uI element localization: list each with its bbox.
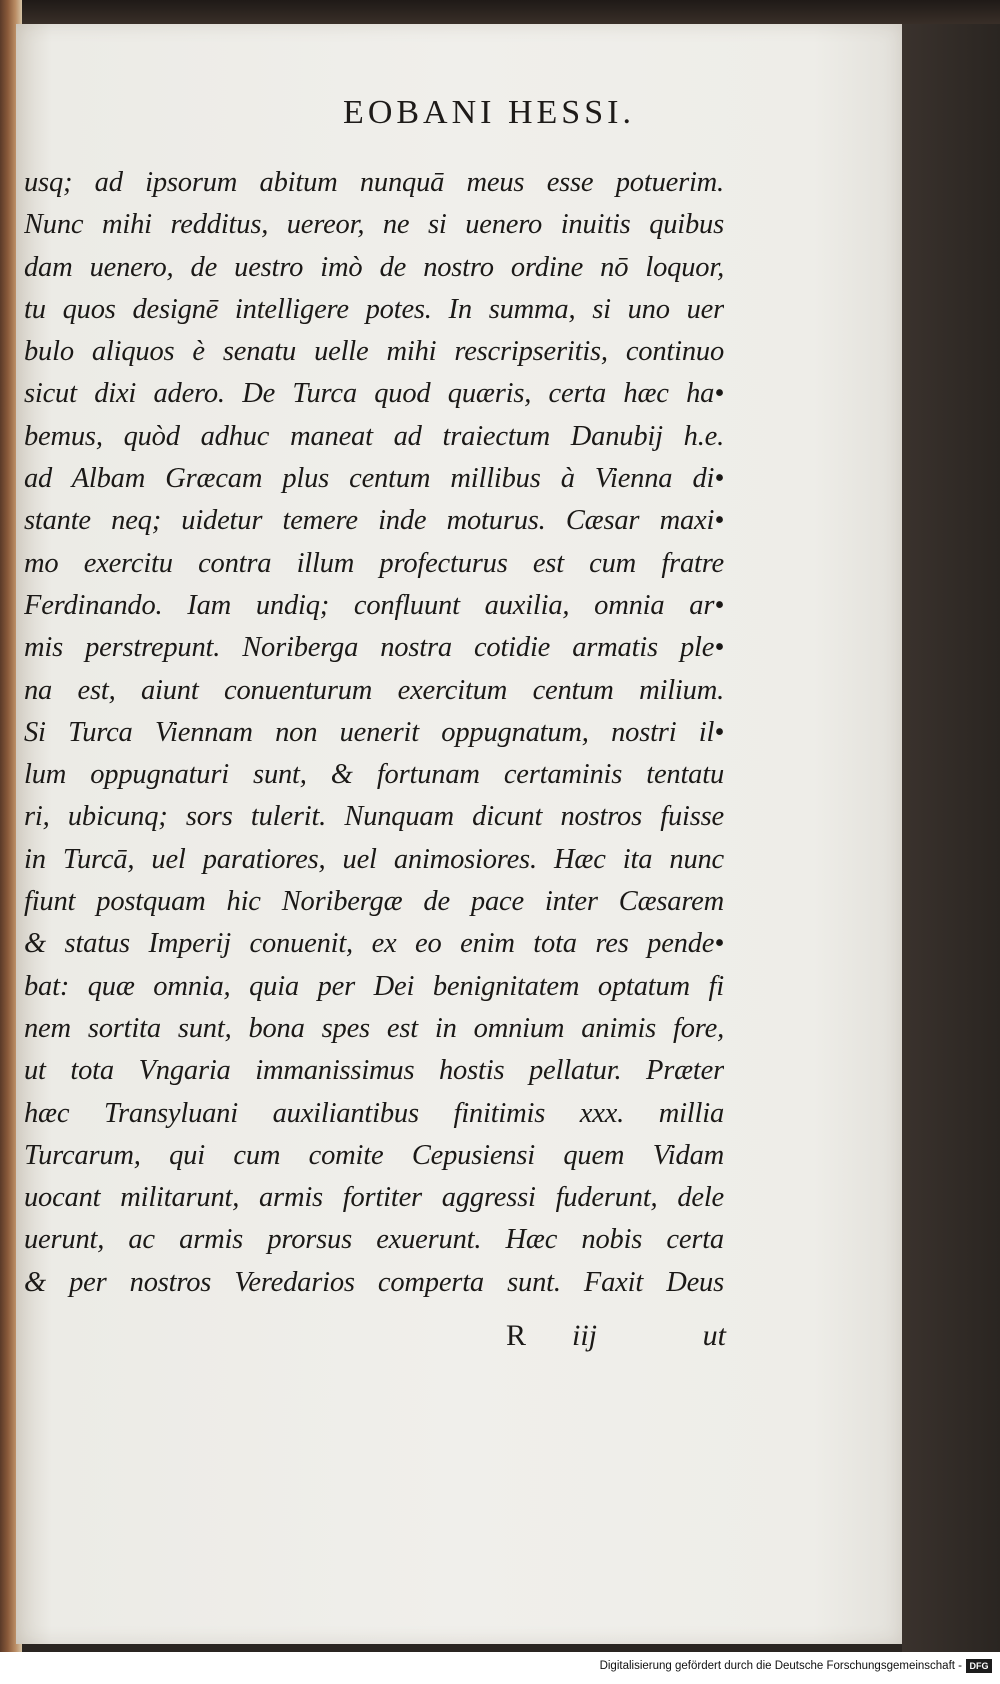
text-line: bemus, quòd adhuc maneat ad traiectum Danubij h.e. bbox=[24, 420, 724, 452]
page-shadow bbox=[902, 24, 1000, 1652]
dfg-logo: DFG bbox=[966, 1659, 992, 1673]
text-line: uocant militarunt, armis fortiter aggressi fuderunt, dele bbox=[24, 1182, 724, 1214]
text-line: mo exercitu contra illum profecturus est cum fratre bbox=[24, 547, 724, 579]
catchword: ut bbox=[702, 1319, 726, 1352]
text-line: stante neq; uidetur temere inde moturus. Cæsar maxi• bbox=[24, 505, 724, 537]
signature-mark: R bbox=[506, 1319, 527, 1352]
text-line: usq; ad ipsorum abitum nunquā meus esse potuerim. bbox=[24, 167, 724, 198]
text-line: fiunt postquam hic Noribergæ de pace inter Cæsarem bbox=[24, 886, 724, 918]
text-line: na est, aiunt conuenturum exercitum centum milium. bbox=[24, 674, 724, 706]
text-line: Nunc mihi redditus, uereor, ne si uenero inuitis quibus bbox=[24, 209, 724, 241]
text-line: Si Turca Viennam non uenerit oppugnatum, nostri il• bbox=[24, 716, 724, 748]
text-line: & per nostros Veredarios comperta sunt. Faxit Deus bbox=[24, 1266, 724, 1298]
text-line: sicut dixi adero. De Turca quod quæris, certa hæc ha• bbox=[24, 378, 724, 410]
text-line: in Turcā, uel paratiores, uel animosiores. Hæc ita nunc bbox=[24, 843, 724, 875]
text-line: Turcarum, qui cum comite Cepusiensi quem Vidam bbox=[24, 1139, 724, 1171]
text-line: ad Albam Græcam plus centum millibus à Vienna di• bbox=[24, 463, 724, 495]
signature-number: iij bbox=[572, 1319, 598, 1352]
text-line: & status Imperij conuenit, ex eo enim tota res pende• bbox=[24, 928, 724, 960]
signature-line bbox=[506, 1316, 726, 1356]
footer-bar bbox=[0, 1652, 1000, 1684]
text-line: mis perstrepunt. Noriberga nostra cotidie armatis ple• bbox=[24, 632, 724, 664]
body-text bbox=[24, 162, 724, 1304]
text-line: Ferdinando. Iam undiq; confluunt auxilia, omnia ar• bbox=[24, 589, 724, 621]
running-head: EOBANI HESSI. bbox=[343, 94, 635, 131]
text-line: nem sortita sunt, bona spes est in omnium animis fore, bbox=[24, 1012, 724, 1044]
text-line: bat: quæ omnia, quia per Dei benignitatem optatum fi bbox=[24, 970, 724, 1002]
text-line: lum oppugnaturi sunt, & fortunam certaminis tentatu bbox=[24, 759, 724, 791]
text-line: tu quos designē intelligere potes. In summa, si uno uer bbox=[24, 293, 724, 325]
text-line: ri, ubicunq; sors tulerit. Nunquam dicunt nostros fuisse bbox=[24, 801, 724, 833]
footer-credit: Digitalisierung gefördert durch die Deutsche Forschungsgemeinschaft - bbox=[599, 1660, 962, 1672]
text-line: bulo aliquos è senatu uelle mihi rescripseritis, continuo bbox=[24, 336, 724, 368]
text-line: ut tota Vngaria immanissimus hostis pellatur. Præter bbox=[24, 1055, 724, 1087]
book-page bbox=[16, 24, 902, 1644]
text-line: dam uenero, de uestro imò de nostro ordine nō loquor, bbox=[24, 251, 724, 283]
text-line: hæc Transyluani auxiliantibus finitimis xxx. millia bbox=[24, 1097, 724, 1129]
book-top-edge bbox=[0, 0, 1000, 26]
text-line: uerunt, ac armis prorsus exuerunt. Hæc nobis certa bbox=[24, 1224, 724, 1256]
